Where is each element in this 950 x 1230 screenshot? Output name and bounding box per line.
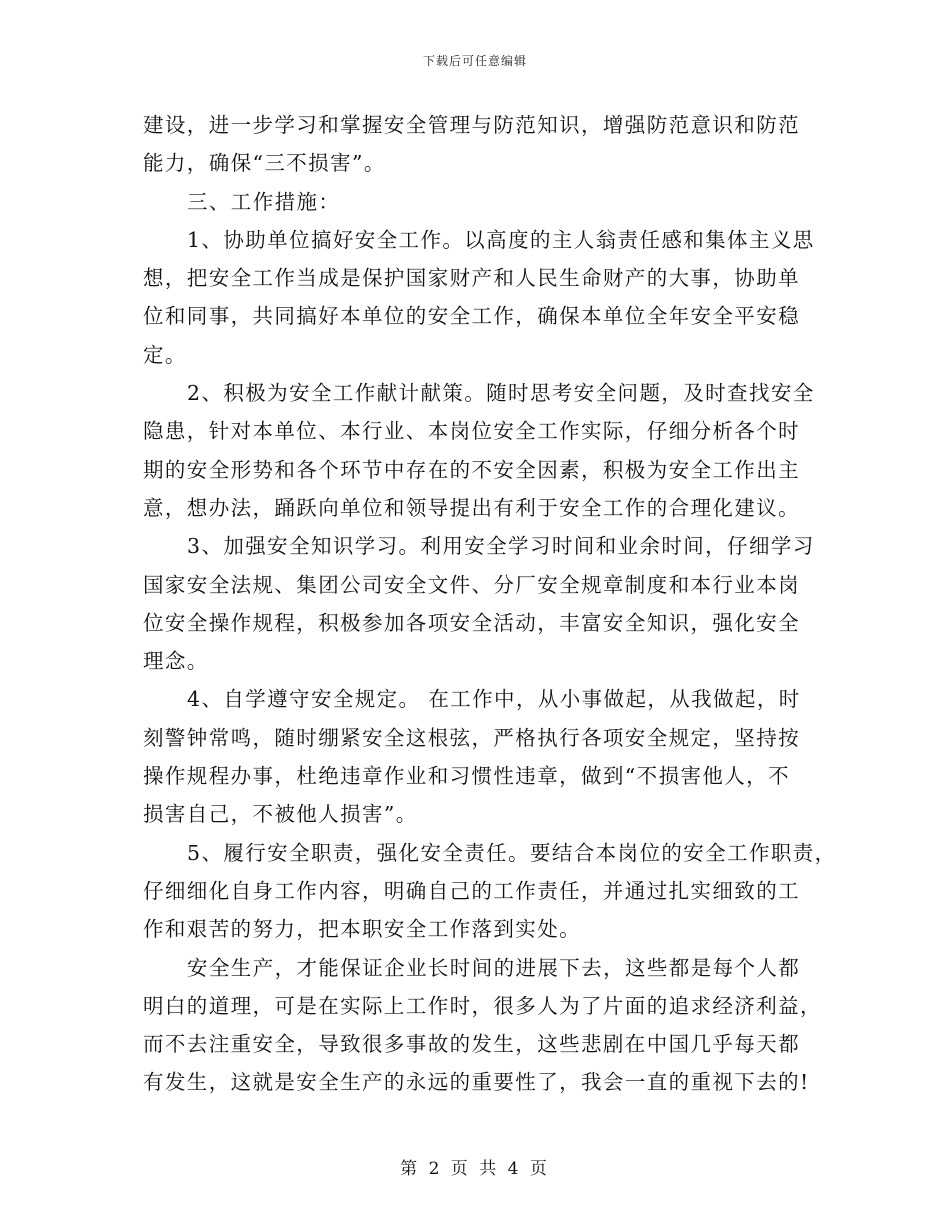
text-line: 5、履行安全职责，强化安全责任。要结合本岗位的安全工作职责， (187, 840, 837, 865)
document-body (143, 106, 837, 1102)
text-line: 损害自己，不被他人损害”。 (143, 802, 418, 827)
text-line: 4、自学遵守安全规定。 在工作中，从小事做起，从我做起，时 (187, 687, 801, 712)
text-line: 作和艰苦的努力，把本职安全工作落到实处。 (143, 917, 581, 942)
text-line: 仔细细化自身工作内容，明确自己的工作责任，并通过扎实细致的工 (143, 878, 800, 903)
text-line: 位安全操作规程，积极参加各项安全活动，丰富安全知识，强化安全 (143, 610, 800, 635)
page-footer: 第 2 页 共 4 页 (400, 1159, 550, 1179)
text-line: 建设，进一步学习和掌握安全管理与防范知识，增强防范意识和防范 (143, 113, 800, 137)
text-line: 3、加强安全知识学习。利用安全学习时间和业余时间，仔细学习 (187, 534, 815, 559)
text-line: 定。 (143, 342, 187, 367)
text-line: 期的安全形势和各个环节中存在的不安全因素，积极为安全工作出主 (143, 457, 800, 482)
text-line: 国家安全法规、集团公司安全文件、分厂安全规章制度和本行业本岗 (143, 572, 800, 597)
text-line: 隐患，针对本单位、本行业、本岗位安全工作实际，仔细分析各个时 (143, 419, 800, 444)
text-line: 想，把安全工作当成是保护国家财产和人民生命财产的大事，协助单 (143, 266, 800, 291)
text-line: 2、积极为安全工作献计献策。随时思考安全问题，及时查找安全 (187, 381, 815, 406)
page-header: 下载后可任意编辑 (422, 54, 527, 68)
text-line: 而不去注重安全，导致很多事故的发生，这些悲剧在中国几乎每天都 (143, 1032, 800, 1057)
text-line: 理念。 (143, 649, 209, 674)
text-line: 意，想办法，踊跃向单位和领导提出有利于安全工作的合理化建议。 (143, 495, 800, 520)
text-line: 刻警钟常鸣，随时绷紧安全这根弦，严格执行各项安全规定，坚持按 (143, 725, 800, 750)
text-line: 明白的道理，可是在实际上工作时，很多人为了片面的追求经济利益， (143, 993, 822, 1018)
text-line: 位和同事，共同搞好本单位的安全工作，确保本单位全年安全平安稳 (143, 304, 800, 329)
text-line: 能力，确保“三不损害”。 (143, 151, 386, 176)
section-heading: 三、工作措施： (187, 189, 341, 214)
text-line: 操作规程办事，杜绝违章作业和习惯性违章，做到“不损害他人，不 (143, 764, 790, 789)
text-line: 安全生产，才能保证企业长时间的进展下去，这些都是每个人都 (187, 955, 801, 980)
text-line: 1、协助单位搞好安全工作。以高度的主人翁责任感和集体主义思 (187, 227, 815, 252)
text-line: 有发生，这就是安全生产的永远的重要性了，我会一直的重视下去的! (143, 1070, 810, 1095)
